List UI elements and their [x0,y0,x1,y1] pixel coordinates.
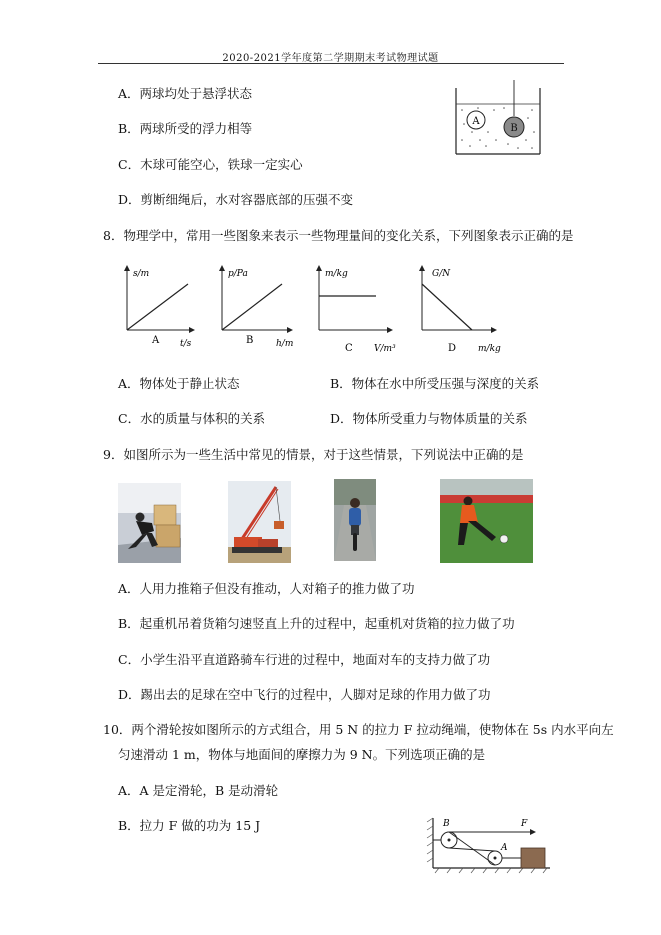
pulley-b-label: B [443,819,450,829]
graph-a [127,268,192,349]
ground-hatch [435,868,547,873]
graph-b-line [222,284,282,330]
wall-hatch [427,818,433,862]
graph-c [319,268,396,354]
q7-option-d: D．剪断细绳后，水对容器底部的压强不变 [118,192,354,207]
graph-a-line [127,284,188,330]
child-cycling-photo [334,479,376,561]
graph-b-letter: B [246,335,254,346]
q10-stem-line2: 匀速滑动 1 m，物体与地面间的摩擦力为 9 N。下列选项正确的是 [118,747,486,762]
block [521,848,545,868]
crane-photo [228,481,291,563]
graph-c-ylabel: m/kg [325,269,348,279]
graph-a-ylabel: s/m [133,269,150,279]
graph-b [222,268,293,349]
beaker-figure [448,80,548,160]
graph-d [422,268,501,354]
ball-b-label: B [510,123,518,134]
q8-stem: 8．物理学中，常用一些图象来表示一些物理量间的变化关系，下列图象表示正确的是 [103,228,574,243]
q9-option-b: B．起重机吊着货箱匀速竖直上升的过程中，起重机对货箱的拉力做了功 [118,616,515,631]
force-label: F [521,819,528,829]
kicking-ball-photo [440,479,533,563]
q9-option-a: A．人用力推箱子但没有推动，人对箱子的推力做了功 [118,581,415,596]
page-header: 2020-2021学年度第二学期期末考试物理试题 [222,53,439,64]
q8-option-d: D．物体所受重力与物体质量的关系 [330,411,528,426]
q8-option-c: C．水的质量与体积的关系 [118,411,266,426]
graph-b-xlabel: h/m [276,339,294,349]
q7-option-b: B．两球所受的浮力相等 [118,121,253,136]
pulley-a-label: A [501,843,508,853]
graph-c-letter: C [345,343,353,354]
q8-graphs [110,262,530,357]
graph-d-xlabel: m/kg [478,344,501,354]
q10-option-a: A．A 是定滑轮，B 是动滑轮 [118,783,279,798]
graph-c-xlabel: V/m³ [374,344,396,354]
graph-a-letter: A [152,335,160,346]
q10-stem-line1: 10．两个滑轮按如图所示的方式组合，用 5 N 的拉力 F 拉动绳端，使物体在 5s 内水平向左 [103,722,614,737]
header-rule [98,63,564,64]
pulley-figure [425,812,555,874]
graph-a-xlabel: t/s [180,339,192,349]
graph-b-ylabel: p/Pa [228,269,248,279]
q7-option-a: A．两球均处于悬浮状态 [118,86,253,101]
ball-a-label: A [472,116,480,127]
rope [449,832,521,865]
q8-option-a: A．物体处于静止状态 [118,376,240,391]
q9-option-d: D．踢出去的足球在空中飞行的过程中，人脚对足球的作用力做了功 [118,687,491,702]
q9-stem: 9．如图所示为一些生活中常见的情景，对于这些情景，下列说法中正确的是 [103,447,524,462]
graph-d-ylabel: G/N [432,269,451,279]
q8-option-b: B．物体在水中所受压强与深度的关系 [330,376,540,391]
graph-d-letter: D [448,343,457,354]
q10-option-b: B．拉力 F 做的功为 15 J [118,818,261,833]
graph-d-line [422,284,472,330]
q9-option-c: C．小学生沿平直道路骑车行进的过程中，地面对车的支持力做了功 [118,652,491,667]
pushing-box-photo [118,483,181,563]
q7-option-c: C．木球可能空心，铁球一定实心 [118,157,303,172]
